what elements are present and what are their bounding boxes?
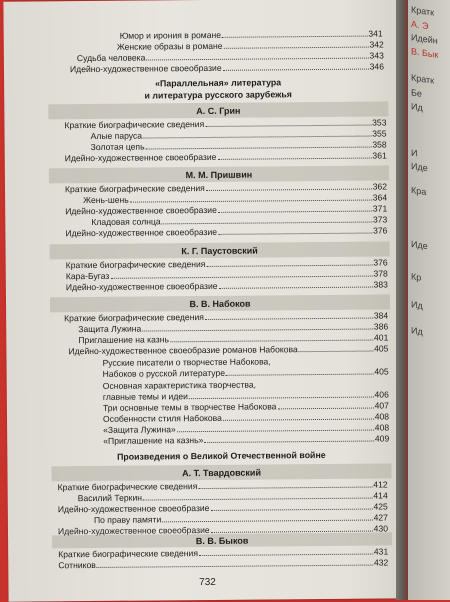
entry-title: Золотая цепь bbox=[90, 141, 145, 152]
facing-text: Иде bbox=[411, 238, 428, 252]
entry-title: Юмор и ирония в романе bbox=[119, 29, 222, 41]
entry-title: Идейно-художественное своеобразие bbox=[64, 151, 217, 164]
entry-title: Краткие биографические сведения bbox=[64, 119, 205, 131]
entry-title: Кладовая солнца bbox=[91, 216, 161, 227]
entry-title: «Приглашение на казнь» bbox=[103, 435, 204, 446]
facing-text: Кр bbox=[411, 271, 422, 283]
dot-leader bbox=[299, 351, 373, 353]
entry-page: 409 bbox=[374, 433, 390, 444]
dot-leader bbox=[226, 374, 373, 376]
dot-leader bbox=[97, 565, 373, 568]
facing-text: И bbox=[411, 147, 418, 159]
entry-page: 406 bbox=[374, 389, 389, 400]
entry-title: Идейно-художественное своеобразие bbox=[69, 62, 222, 75]
entry-title: Жень-шень bbox=[83, 194, 129, 206]
dot-leader bbox=[277, 408, 373, 410]
entry-title: Краткие биографические сведения bbox=[64, 182, 205, 195]
entry-page: 431 bbox=[373, 546, 389, 557]
book-page bbox=[3, 0, 406, 602]
author-name: К. Г. Паустовский bbox=[181, 245, 258, 256]
entry-title: Алые паруса bbox=[90, 130, 143, 141]
dot-leader bbox=[219, 287, 373, 289]
entry-title: главные темы и идеи bbox=[102, 391, 188, 402]
entry-title: По праву памяти bbox=[93, 514, 162, 525]
entry-page: 408 bbox=[374, 422, 390, 433]
dot-leader bbox=[204, 441, 374, 443]
entry-page: 364 bbox=[372, 192, 388, 203]
facing-text: Ид bbox=[411, 325, 423, 337]
dot-leader bbox=[210, 509, 372, 511]
dot-leader bbox=[189, 397, 374, 400]
entry-title: Защита Лужина bbox=[78, 323, 142, 335]
entry-title: Идейно-художественное своеобразие bbox=[65, 226, 218, 239]
entry-page: 425 bbox=[373, 501, 388, 512]
facing-text: Бе bbox=[411, 87, 422, 99]
entry-title: Краткие биографические сведения bbox=[58, 548, 199, 560]
entry-page: 353 bbox=[372, 117, 387, 128]
entry-page: 341 bbox=[368, 28, 383, 39]
entry-title: Женские образы в романе bbox=[116, 40, 223, 52]
entry-title: Сотников bbox=[58, 559, 96, 571]
entry-title: Краткие биографические сведения bbox=[65, 258, 206, 271]
entry-title: Особенности стиля Набокова bbox=[102, 412, 222, 424]
entry-title: Идейно-художественное своеобразие bbox=[57, 524, 210, 537]
facing-text: А. Э bbox=[411, 18, 429, 32]
entry-page: 362 bbox=[372, 181, 388, 192]
toc-entry bbox=[65, 224, 387, 239]
entry-page: 355 bbox=[372, 128, 387, 139]
dot-leader bbox=[205, 125, 371, 127]
dot-leader bbox=[224, 47, 369, 49]
entry-page: 384 bbox=[373, 310, 389, 321]
entry-title: Краткие биографические сведения bbox=[64, 312, 204, 324]
entry-title: Судьба человека bbox=[76, 52, 146, 64]
entry-page: 407 bbox=[374, 400, 389, 411]
toc-entry bbox=[58, 556, 388, 571]
author-name: А. Т. Твардовский bbox=[181, 467, 262, 478]
dot-leader bbox=[206, 265, 372, 267]
toc-entry bbox=[65, 149, 387, 164]
dot-leader bbox=[218, 211, 372, 213]
dot-leader bbox=[218, 233, 372, 235]
entry-page: 376 bbox=[373, 225, 388, 236]
entry-title: Василий Теркин bbox=[77, 492, 143, 504]
author-name: В. В. Быков bbox=[195, 535, 249, 546]
author-name: М. М. Пришвин bbox=[185, 169, 253, 180]
entry-title: Русские писатели о творчестве Набокова, bbox=[102, 356, 271, 368]
entry-title: Идейно-художественное своеобразие bbox=[65, 204, 217, 217]
facing-text: Ид bbox=[411, 299, 423, 311]
entry-page: 378 bbox=[373, 268, 388, 279]
section-title: Произведения о Великой Отечественной войне bbox=[117, 449, 326, 462]
entry-page: 373 bbox=[372, 214, 388, 225]
facing-text: Кра bbox=[411, 184, 427, 198]
author-name: В. В. Набоков bbox=[189, 298, 251, 309]
entry-page: 401 bbox=[373, 332, 389, 343]
entry-page: 386 bbox=[373, 321, 389, 332]
top-entries bbox=[3, 0, 401, 75]
dot-leader bbox=[222, 36, 367, 38]
entry-page: 432 bbox=[373, 557, 389, 568]
dot-leader bbox=[198, 487, 372, 490]
entry-title: Краткие биографические сведения bbox=[57, 481, 198, 493]
entry-page: 371 bbox=[372, 203, 388, 214]
dot-leader bbox=[223, 419, 374, 421]
entry-page: 346 bbox=[369, 61, 385, 72]
entry-page: 383 bbox=[373, 279, 388, 290]
toc-entry bbox=[70, 60, 384, 75]
entry-page: 342 bbox=[369, 39, 384, 50]
entry-title: Идейно-художественное своеобразие bbox=[57, 502, 210, 515]
facing-text: Идейн bbox=[411, 32, 438, 46]
entry-title: Набоков о русской литературе bbox=[102, 367, 226, 379]
facing-text: Кратк bbox=[411, 4, 435, 18]
toc-entry bbox=[103, 432, 389, 446]
entry-title: Основная характеристика творчества, bbox=[102, 379, 257, 391]
dot-leader bbox=[223, 69, 369, 71]
entry-title: Приглашение на казнь bbox=[78, 334, 169, 346]
entry-title: Идейно-художественное своеобразие bbox=[65, 280, 218, 293]
entry-page: 361 bbox=[372, 150, 387, 161]
entry-page: 427 bbox=[373, 512, 388, 523]
entry-page: 405 bbox=[374, 366, 389, 377]
entry-page: 430 bbox=[373, 523, 389, 534]
facing-text: Иде bbox=[411, 160, 428, 174]
facing-text: Ид bbox=[411, 101, 423, 113]
facing-text: В. Бык bbox=[411, 46, 439, 60]
entry-page: 405 bbox=[374, 343, 389, 354]
entry-page: 408 bbox=[374, 411, 390, 422]
facing-text: Кратк bbox=[411, 72, 435, 86]
facing-page bbox=[408, 0, 450, 600]
dot-leader bbox=[206, 189, 372, 191]
section-title: «Параллельная» литература bbox=[155, 77, 282, 89]
toc-entry bbox=[66, 278, 388, 293]
page-number: 732 bbox=[199, 576, 216, 589]
entry-title: Кара-Бугаз bbox=[65, 270, 110, 282]
entry-page: 414 bbox=[373, 490, 388, 501]
author-name: А. С. Грин bbox=[196, 105, 241, 116]
entry-title: «Защита Лужина» bbox=[103, 424, 176, 435]
entry-title: Идейно-художественное своеобразие романов Набокова bbox=[68, 344, 298, 357]
entry-page: 343 bbox=[369, 50, 384, 61]
section-title: и литература русского зарубежья bbox=[144, 89, 292, 101]
entry-page: 376 bbox=[373, 257, 388, 268]
dot-leader bbox=[217, 158, 371, 160]
dot-leader bbox=[199, 554, 373, 557]
entry-page: 412 bbox=[373, 479, 388, 490]
entry-page: 358 bbox=[372, 139, 387, 150]
entry-title: Три основные темы в творчестве Набокова bbox=[102, 401, 277, 413]
dot-leader bbox=[205, 318, 373, 320]
